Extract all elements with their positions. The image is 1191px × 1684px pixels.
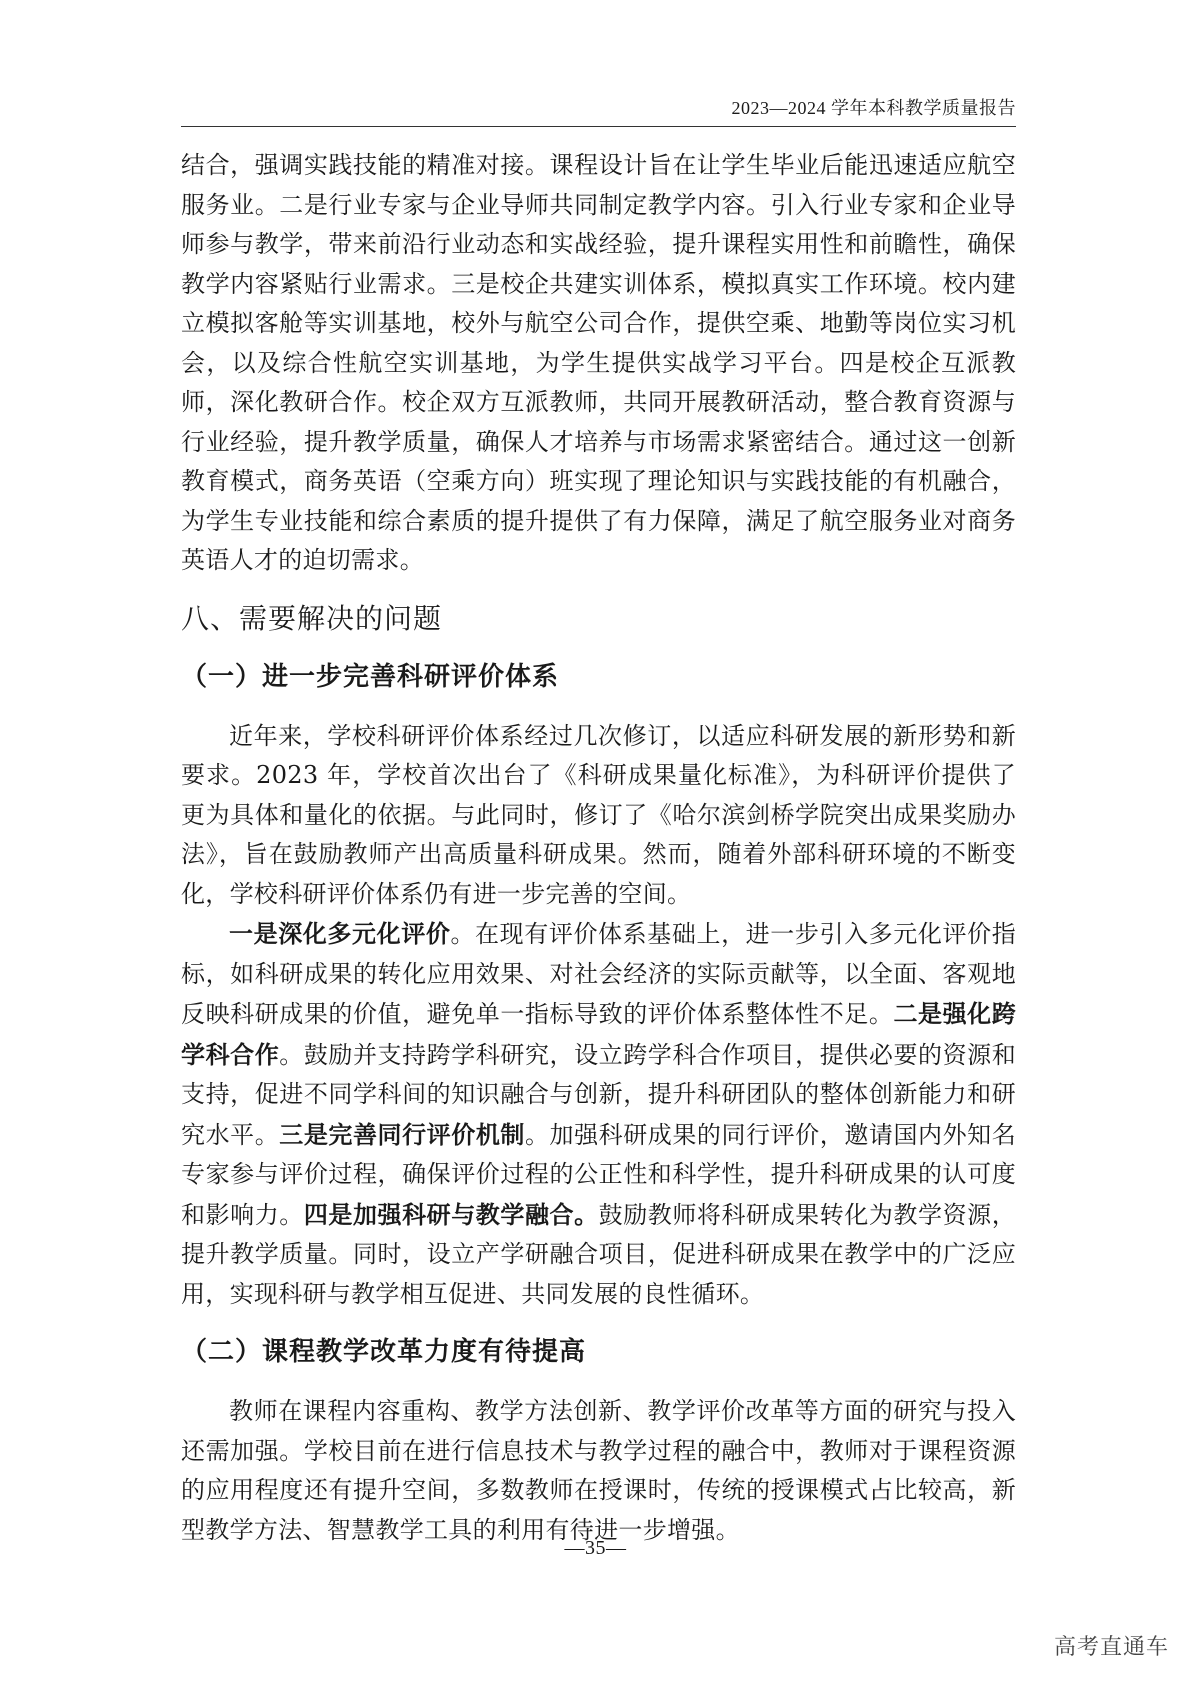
- measure-4-label: 四是加强科研与教学融合。: [303, 1199, 599, 1229]
- measure-2-text: 。鼓励并支持跨学科研究，设立跨学科合作项目，提供必要的资源和支持，促进不同学科间的知识融合与创新，提升科研团队的整体创新能力和研究水平。: [181, 1040, 1017, 1149]
- page-number: —35—: [564, 1537, 627, 1559]
- page-content: [181, 146, 1016, 1550]
- paragraph-continuation: 结合，强调实践技能的精准对接。课程设计旨在让学生毕业后能迅速适应航空服务业。二是行业专家与企业导师共同制定教学内容。引入行业专家和企业导师参与教学，带来前沿行业动态和实战经验，提升课程实用性和前瞻性，确保教学内容紧贴行业需求。三是校企共建实训体系，模拟真实工作环境。校内建立模拟客舱等实训基地，校外与航空公司合作，提供空乘、地勤等岗位实习机会，以及综合性航空实训基地，为学生提供实战学习平台。四是校企互派教师，深化教研合作。校企双方互派教师，共同开展教研活动，整合教育资源与行业经验，提升教学质量，确保人才培养与市场需求紧密结合。通过这一创新教育模式，商务英语（空乘方向）班实现了理论知识与实践技能的有机融合，为学生专业技能和综合素质的提升提供了有力保障，满足了航空服务业对商务英语人才的迫切需求。: [181, 151, 1016, 574]
- page-header: [181, 92, 1016, 127]
- paragraph-teaching-reform: 教师在课程内容重构、教学方法创新、教学评价改革等方面的研究与投入还需加强。学校目前在进行信息技术与教学过程的融合中，教师对于课程资源的应用程度还有提升空间，多数教师在授课时，传统的授课模式占比较高，新型教学方法、智慧教学工具的利用有待进一步增强。: [181, 1397, 1016, 1544]
- measure-1-label: 一是深化多元化评价: [229, 919, 451, 948]
- header-title: 2023—2024 学年本科教学质量报告: [731, 98, 1016, 118]
- subsection-heading-1: （一）进一步完善科研评价体系: [181, 661, 560, 692]
- subsection-heading-2: （二）课程教学改革力度有待提高: [181, 1337, 587, 1367]
- paragraph-research-evaluation: 近年来，学校科研评价体系经过几次修订，以适应科研发展的新形势和新要求。2023 年，学校首次出台了《科研成果量化标准》，为科研评价提供了更为具体和量化的依据。与此同时，修订了《哈尔滨剑桥学院突出成果奖励办法》，旨在鼓励教师产出高质量科研成果。然而，随着外部科研环境的不断变化，学校科研评价体系仍有进一步完善的空间。: [181, 721, 1016, 908]
- measure-4-text: 鼓励教师将科研成果转化为教学资源，提升教学质量。同时，设立产学研融合项目，促进科研成果在教学中的广泛应用，实现科研与教学相互促进、共同发展的良性循环。: [181, 1200, 1016, 1308]
- measure-3-text: 。加强科研成果的同行评价，邀请国内外知名专家参与评价过程，确保评价过程的公正性和科学性，提升科研成果的认可度和影响力。: [181, 1120, 1017, 1229]
- measure-2-label: 二是强化跨学科合作: [181, 999, 1017, 1069]
- paragraph-improvement-measures: [181, 914, 1016, 1314]
- measure-3-label: 三是完善同行评价机制: [279, 1119, 525, 1149]
- watermark-text: 高考直通车: [1053, 1635, 1169, 1660]
- measure-1-text: 。在现有评价体系基础上，进一步引入多元化评价指标，如科研成果的转化应用效果、对社会经济的实际贡献等，以全面、客观地反映科研成果的价值，避免单一指标导致的评价体系整体性不足。: [181, 920, 1016, 1028]
- section-heading: 八、需要解决的问题: [181, 601, 443, 635]
